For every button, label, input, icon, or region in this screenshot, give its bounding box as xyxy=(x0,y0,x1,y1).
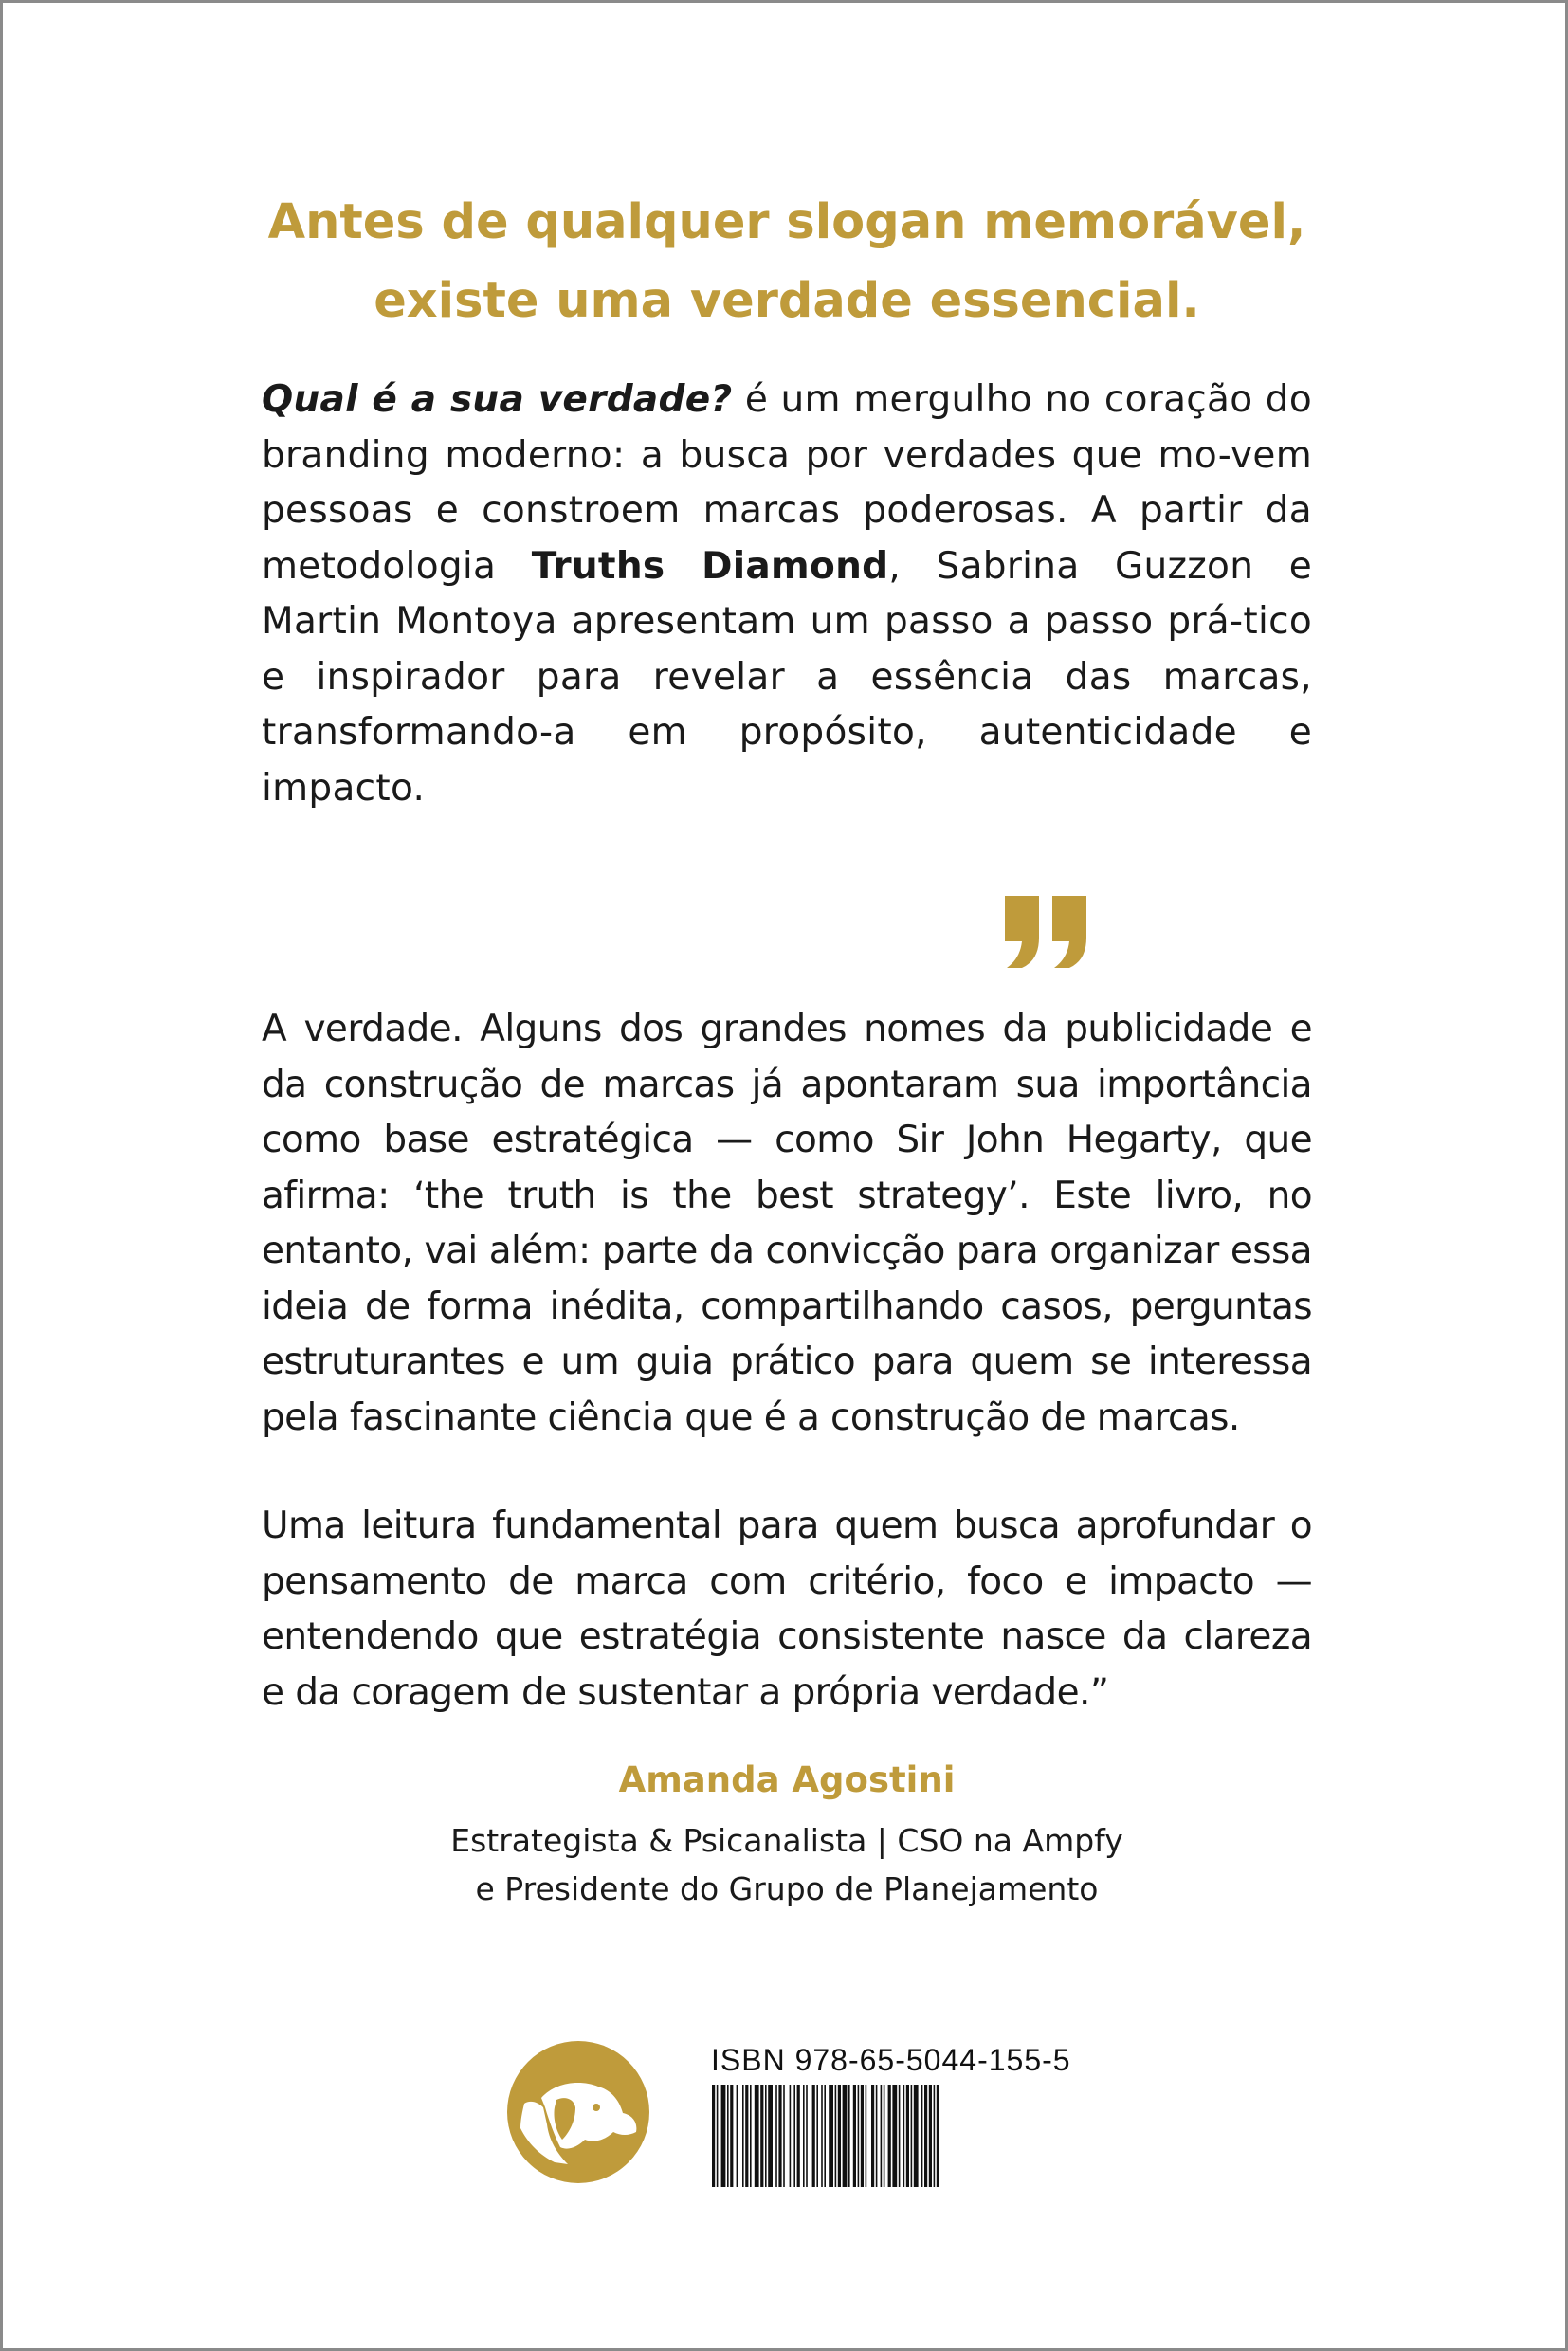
barcode-bar xyxy=(768,2085,773,2187)
barcode-bar xyxy=(806,2085,808,2187)
barcode-bar xyxy=(843,2085,848,2187)
barcode-bar xyxy=(871,2085,874,2187)
barcode-bar xyxy=(750,2085,752,2187)
headline xyxy=(262,183,1312,340)
barcode-bar xyxy=(816,2085,818,2187)
barcode-bar xyxy=(906,2085,909,2187)
author-name: Amanda Agostini xyxy=(618,1759,956,1800)
author-role-line-2: e Presidente do Grupo de Planejamento xyxy=(475,1870,1099,1907)
barcode-bar xyxy=(838,2085,841,2187)
book-title-italic: Qual é a sua verdade? xyxy=(262,378,733,421)
barcode-bar xyxy=(929,2085,932,2187)
barcode-bar xyxy=(730,2085,733,2187)
barcode-bar xyxy=(937,2085,939,2187)
author-role-line-1: Estrategista & Psicanalista | CSO na Ampfy xyxy=(450,1822,1123,1859)
barcode-bar xyxy=(821,2085,823,2187)
intro-text-1: é um mergulho no coração do branding moderno: a busca por verdades que mo-vem pessoas e constroem marcas poderosas. A partir da metodologia xyxy=(262,378,1313,588)
quote-paragraph-1: A verdade. Alguns dos grandes nomes da publicidade e da construção de marcas já apontaram sua importância como base estratégica — como Sir John Hegarty, que afirma: ‘the truth is the best strategy’. Este livro, no entanto, vai além: parte da convicção para organizar essa ideia de forma inédita, compartilhando casos, perguntas estruturantes e um guia prático para quem se interessa pela fascinante ciência que é a construção de marcas. xyxy=(262,1008,1312,1439)
barcode-bar xyxy=(755,2085,759,2187)
barcode-bar xyxy=(812,2085,815,2187)
barcode-bar xyxy=(899,2085,901,2187)
barcode-bar xyxy=(876,2085,878,2187)
barcode-bar xyxy=(881,2085,883,2187)
barcode-bar xyxy=(884,2085,885,2187)
isbn-label: ISBN 978-65-5044-155-5 xyxy=(711,2043,1071,2077)
barcode-bar xyxy=(790,2085,792,2187)
back-cover-page xyxy=(3,3,1565,2348)
isbn-barcode xyxy=(710,2085,1008,2187)
barcode-bar xyxy=(721,2085,726,2187)
barcode-bar xyxy=(775,2085,777,2187)
headline-line-1: Antes de qualquer slogan memorável, xyxy=(267,194,1306,250)
barcode-bar xyxy=(888,2085,891,2187)
barcode-bar xyxy=(829,2085,833,2187)
barcode-bar xyxy=(848,2085,850,2187)
barcode-bar xyxy=(835,2085,837,2187)
barcode-bar xyxy=(745,2085,748,2187)
barcode-bar xyxy=(803,2085,805,2187)
barcode-bar xyxy=(760,2085,763,2187)
barcode-bar xyxy=(866,2085,867,2187)
dog-profile-logo xyxy=(507,2041,649,2183)
barcode-bar xyxy=(892,2085,897,2187)
opening-quote-icon xyxy=(1001,894,1090,970)
barcode-bar xyxy=(793,2085,795,2187)
barcode-bar xyxy=(742,2085,744,2187)
barcode-bar xyxy=(737,2085,738,2187)
barcode-bar xyxy=(914,2085,919,2187)
quote-paragraph-2: Uma leitura fundamental para quem busca aprofundar o pensamento de marca com critério, foco e impacto — entendendo que estratégia consistente nasce da clareza e da coragem de sustentar a própria verdade.” xyxy=(262,1504,1312,1714)
barcode-bar xyxy=(783,2085,785,2187)
barcode-bar xyxy=(778,2085,781,2187)
barcode-bar xyxy=(903,2085,905,2187)
intro-text-2: , Sabrina Guzzon e Martin Montoya apresentam um passo a passo prá-tico e inspirador para revelar a essência das marcas, transformando-a em propósito, autenticidade e impacto. xyxy=(262,544,1312,810)
barcode-bar xyxy=(921,2085,923,2187)
barcode-bar xyxy=(934,2085,936,2187)
barcode-bar xyxy=(858,2085,860,2187)
barcode-bar xyxy=(797,2085,800,2187)
headline-line-2: existe uma verdade essencial. xyxy=(374,273,1200,329)
method-name: Truths Diamond xyxy=(531,544,889,588)
barcode-bar xyxy=(824,2085,826,2187)
barcode-bar xyxy=(853,2085,856,2187)
barcode-bar xyxy=(924,2085,927,2187)
barcode-bar xyxy=(765,2085,767,2187)
barcode-bar xyxy=(861,2085,864,2187)
barcode-bar xyxy=(911,2085,913,2187)
intro-paragraph xyxy=(262,373,1312,816)
barcode-bar xyxy=(727,2085,729,2187)
barcode-bar xyxy=(717,2085,719,2187)
barcode-bar xyxy=(712,2085,715,2187)
